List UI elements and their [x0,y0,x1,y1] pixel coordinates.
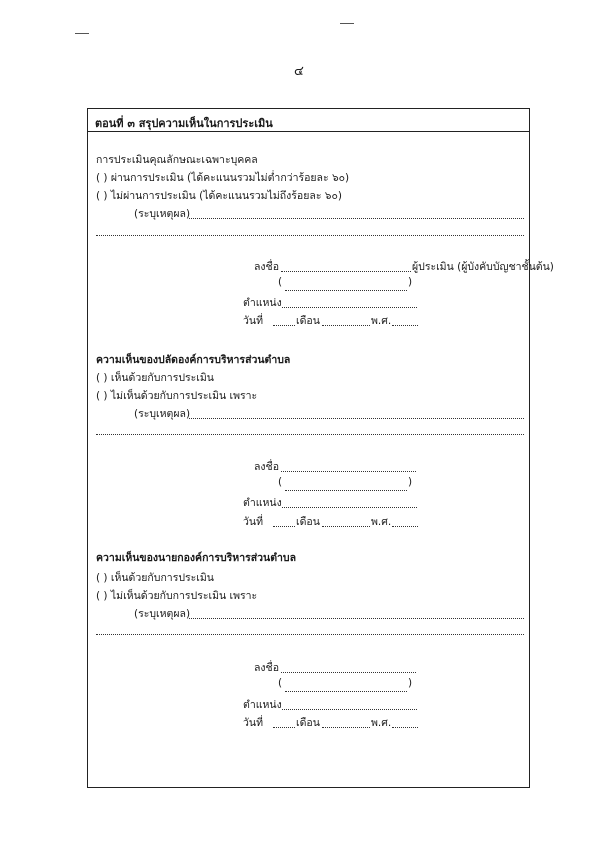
name-line[interactable] [285,290,407,291]
scan-mark-right [340,23,354,24]
position-label: ตำแหน่ง [243,497,282,509]
paren-close: ) [408,276,413,288]
paren-close: ) [408,677,413,689]
date-day-label: วันที่ [243,717,263,729]
date-month-label: เดือน [296,516,320,528]
reason-line-2[interactable] [96,235,524,236]
option-agree[interactable]: ( ) เห็นด้วยกับการประเมิน [96,372,214,384]
month-line[interactable] [322,526,370,527]
option-pass[interactable]: ( ) ผ่านการประเมิน (ได้คะแนนรวมไม่ต่ำกว่าร้อยละ ๖๐) [96,172,350,184]
signature-line[interactable] [281,471,416,472]
reason-label: (ระบุเหตุผล) [134,608,191,620]
date-year-label: พ.ศ. [371,516,392,528]
date-year-label: พ.ศ. [371,315,392,327]
section-title-deputy: ความเห็นของปลัดองค์การบริหารส่วนตำบล [96,354,291,366]
paren-close: ) [408,476,413,488]
date-month-label: เดือน [296,315,320,327]
option-fail[interactable]: ( ) ไม่ผ่านการประเมิน (ได้คะแนนรวมไม่ถึงร้อยละ ๖๐) [96,190,342,202]
month-line[interactable] [322,727,370,728]
day-line[interactable] [273,325,295,326]
position-line[interactable] [282,709,417,710]
form-header: ตอนที่ ๓ สรุปความเห็นในการประเมิน [95,117,273,130]
day-line[interactable] [273,727,295,728]
month-line[interactable] [322,325,370,326]
paren-open: ( [278,677,283,689]
page-number: ๔ [294,64,304,79]
position-label: ตำแหน่ง [243,297,282,309]
name-line[interactable] [285,490,407,491]
option-disagree[interactable]: ( ) ไม่เห็นด้วยกับการประเมิน เพราะ [96,390,258,402]
section-title-assessment: การประเมินคุณลักษณะเฉพาะบุคคล [96,154,258,166]
name-line[interactable] [285,691,407,692]
day-line[interactable] [273,526,295,527]
section-title-mayor: ความเห็นของนายกองค์การบริหารส่วนตำบล [96,552,297,564]
reason-label: (ระบุเหตุผล) [134,408,191,420]
scan-mark-left [75,33,89,34]
date-year-label: พ.ศ. [371,717,392,729]
paren-open: ( [278,276,283,288]
paren-open: ( [278,476,283,488]
assessor-role: ผู้ประเมิน (ผู้บังคับบัญชาชั้นต้น) [412,261,554,273]
option-disagree[interactable]: ( ) ไม่เห็นด้วยกับการประเมิน เพราะ [96,590,258,602]
reason-label: (ระบุเหตุผล) [134,208,191,220]
option-agree[interactable]: ( ) เห็นด้วยกับการประเมิน [96,572,214,584]
sign-label: ลงชื่อ [254,662,279,674]
date-month-label: เดือน [296,717,320,729]
year-line[interactable] [392,526,418,527]
sign-label: ลงชื่อ [254,261,279,273]
reason-line-1[interactable] [189,618,524,619]
signature-line[interactable] [281,271,411,272]
year-line[interactable] [392,727,418,728]
position-line[interactable] [282,307,417,308]
signature-line[interactable] [281,672,416,673]
reason-line-1[interactable] [189,218,524,219]
date-day-label: วันที่ [243,516,263,528]
position-line[interactable] [282,507,417,508]
year-line[interactable] [392,325,418,326]
sign-label: ลงชื่อ [254,461,279,473]
reason-line-2[interactable] [96,434,524,435]
reason-line-2[interactable] [96,634,524,635]
reason-line-1[interactable] [189,418,524,419]
position-label: ตำแหน่ง [243,699,282,711]
date-day-label: วันที่ [243,315,263,327]
